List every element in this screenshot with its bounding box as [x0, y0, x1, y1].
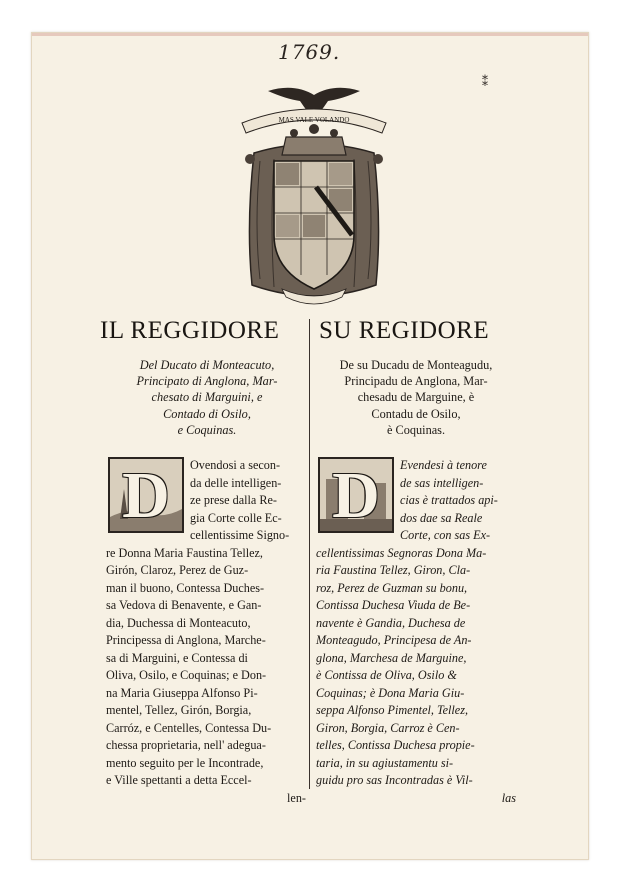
coat-of-arms-engraving — [224, 75, 404, 311]
body-line: da delle intelligen- — [190, 475, 282, 490]
subtitle-line: Principadu de Anglona, Mar- — [344, 374, 488, 389]
motto-text: MAS VALE VOLANDO — [278, 116, 350, 124]
body-line: Coquinas; è Dona Maria Giu- — [316, 685, 465, 700]
body-line: e Ville spettanti a detta Eccel- — [106, 773, 252, 787]
body-line: Girón, Claroz, Perez de Guz- — [106, 563, 249, 577]
heading-sardinian: SU REGIDORE — [319, 317, 490, 344]
column-divider — [309, 319, 310, 789]
body-line: navente è Gandia, Duchesa de — [316, 615, 466, 630]
subtitle-line: Del Ducato di Monteacuto, — [139, 358, 275, 372]
heading-italian: IL REGGIDORE — [100, 317, 280, 344]
body-line: Oliva, Osilo, e Coquinas; e Don- — [106, 668, 267, 682]
subtitle-line: Contado di Osilo, — [163, 406, 251, 421]
body-line: chessa proprietaria, nell' adegua- — [106, 738, 266, 752]
body-line: Principessa di Anglona, Marche- — [106, 633, 266, 647]
body-line: seppa Alfonso Pimentel, Tellez, — [316, 703, 468, 717]
body-line: guidu pro sas Incontradas è Vil- — [316, 773, 473, 787]
body-line: Giron, Borgia, Carroz è Cen- — [316, 720, 460, 735]
body-line: ria Faustina Tellez, Giron, Cla- — [316, 563, 471, 577]
body-line: man il buono, Contessa Duches- — [106, 580, 265, 595]
body-line: glona, Marchesa de Marguine, — [316, 650, 467, 665]
subtitle-line: è Coquinas. — [386, 422, 446, 437]
body-line: de sas intelligen- — [400, 475, 484, 490]
subtitle-line: De su Ducadu de Monteagudu, — [339, 358, 493, 372]
body-line: Corte, con sas Ex- — [400, 528, 491, 542]
body-line: Ovendosi a secon- — [190, 458, 281, 472]
subtitle-sardinian — [316, 357, 516, 438]
body-line: re Donna Maria Faustina Tellez, — [106, 545, 263, 560]
body-line: Contissa Duchesa Viuda de Be- — [316, 598, 471, 612]
body-italian — [106, 457, 306, 807]
body-line: Carróz, e Centelles, Contessa Du- — [106, 720, 272, 735]
body-line: sa Vedova di Benavente, e Gan- — [106, 598, 262, 612]
body-line: cellentissimas Segnoras Dona Ma- — [316, 545, 487, 560]
body-line: cias è trattados api- — [400, 493, 498, 507]
body-line: gia Corte colle Ec- — [190, 510, 282, 525]
body-line: Monteagudo, Principesa de An- — [316, 633, 472, 647]
subtitle-line: Principato di Anglona, Mar- — [136, 374, 278, 389]
body-line: mentel, Tellez, Girón, Borgia, — [106, 703, 252, 717]
subtitle-italian — [107, 357, 307, 438]
body-line: cellentissime Signo- — [190, 528, 290, 542]
body-sardinian — [316, 457, 516, 807]
drop-cap-letter: D — [122, 459, 170, 532]
body-line: taria, in su agiustamentu si- — [316, 755, 454, 770]
body-line: roz, Perez de Guzman su bonu, — [316, 580, 468, 595]
subtitle-line: e Coquinas. — [177, 422, 237, 437]
drop-cap-letter: D — [332, 459, 380, 532]
body-line: dia, Duchessa di Monteacuto, — [106, 615, 251, 630]
subtitle-line: chesadu de Marguine, è — [357, 390, 475, 405]
catchword: las — [501, 790, 516, 805]
body-line: na Maria Giuseppa Alfonso Pi- — [106, 685, 258, 700]
body-line: sa di Marguini, e Contessa di — [106, 650, 248, 665]
subtitle-line: Contadu de Osilo, — [371, 406, 461, 421]
handwritten-year: 1769. — [278, 40, 341, 64]
printer-mark: ⁑ — [482, 75, 488, 89]
document-page — [31, 32, 589, 860]
body-line: Evendesi à tenore — [400, 458, 487, 472]
subtitle-line: chesato di Marguini, e — [151, 390, 263, 405]
body-line: dos dae sa Reale — [400, 510, 483, 525]
body-line: mento seguito per le Incontrade, — [106, 755, 264, 770]
body-line: telles, Contissa Duchesa propie- — [316, 738, 475, 752]
body-line: è Contissa de Oliva, Osilo & — [316, 668, 457, 682]
body-line: ze prese dalla Re- — [190, 493, 277, 507]
catchword: len- — [287, 790, 306, 805]
